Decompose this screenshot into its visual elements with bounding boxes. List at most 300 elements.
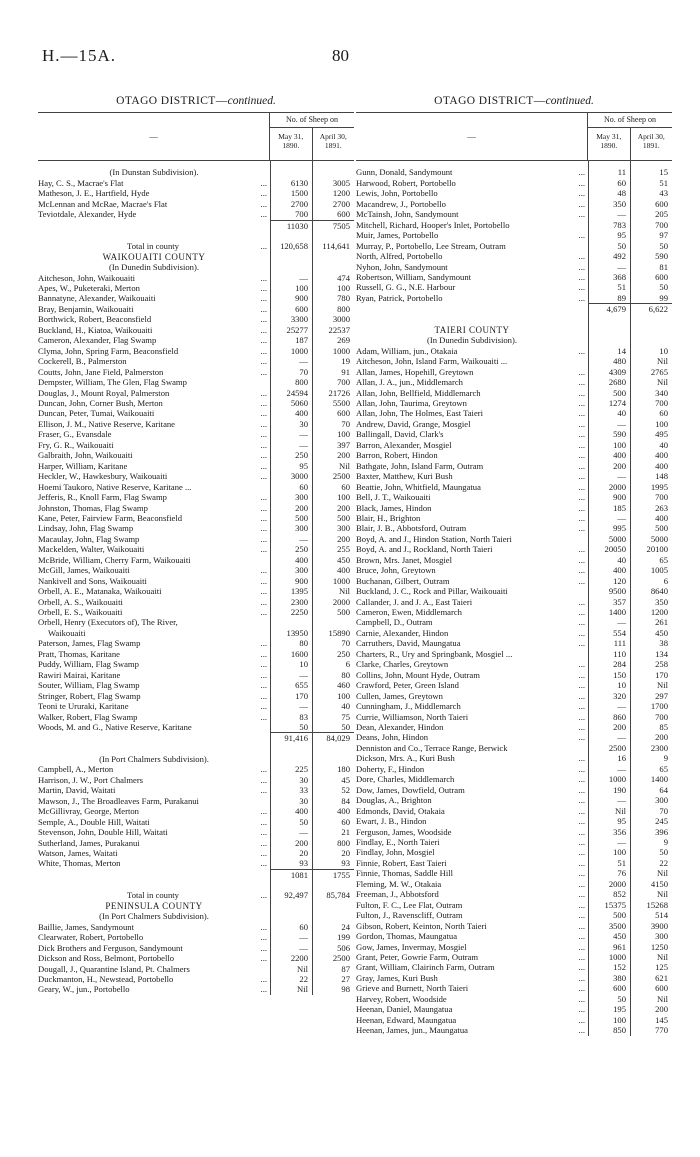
col-1890-header: May 31, 1890.: [278, 132, 304, 151]
owner-name: [38, 388, 270, 398]
leader-dots: ...: [260, 690, 267, 701]
value-1891: Nil: [657, 680, 668, 691]
owner-name: [356, 471, 588, 481]
leader-dots: ...: [578, 659, 585, 670]
owner-name: [38, 325, 270, 335]
table-row: [38, 597, 354, 607]
table-row: [38, 775, 354, 785]
value-1890: 600: [295, 303, 308, 314]
value-1891: Nil: [657, 951, 668, 962]
value-1891: 21: [341, 827, 350, 838]
table-row: [356, 994, 672, 1004]
name-text: Charters, R., Ury and Springbank, Mosgiel ...: [356, 648, 513, 659]
name-text: Muir, James, Portobello: [356, 230, 439, 241]
table-row-continued: [38, 628, 354, 638]
sheep-count-header: No. of Sheep on: [588, 113, 672, 128]
owner-name: [356, 921, 588, 931]
name-text: Clyma, John, Spring Farm, Beaconsfield: [38, 345, 179, 356]
value-1891: 60: [659, 408, 668, 419]
table-row: [356, 272, 672, 282]
value-1890: 1000: [608, 774, 626, 785]
value-1891: 38: [659, 638, 668, 649]
owner-name: [38, 377, 270, 387]
value-1891: 100: [337, 690, 350, 701]
owner-name: [38, 817, 270, 827]
table-row: [356, 513, 672, 523]
table-row: [356, 419, 672, 429]
name-text: Orbell, E. S., Waikouaiti: [38, 607, 123, 618]
name-text: Campbell, D., Outram: [356, 617, 433, 628]
value-1891: 2000: [332, 596, 350, 607]
value-1891: Nil: [657, 356, 668, 367]
leader-dots: ...: [260, 575, 267, 586]
name-text: Baxter, Matthew, Kuri Bush: [356, 471, 453, 482]
owner-name: [356, 858, 588, 868]
table-row: [356, 983, 672, 993]
table-row: [356, 628, 672, 638]
leader-dots: ...: [578, 292, 585, 303]
owner-name: [356, 597, 588, 607]
value-1890: 33: [299, 785, 308, 796]
leader-dots: ...: [260, 764, 267, 775]
value-1890: 450: [613, 931, 626, 942]
name-text: Clarke, Charles, Greytown: [356, 659, 449, 670]
table-row: [356, 942, 672, 952]
owner-name: [38, 806, 270, 816]
spacer: [356, 315, 672, 325]
value-1891: 65: [659, 554, 668, 565]
value-1891: 7505: [312, 220, 354, 231]
table-row: [356, 638, 672, 648]
value-1890: 2000: [608, 481, 626, 492]
value-1891: 3900: [650, 920, 668, 931]
value-1891: 340: [655, 387, 668, 398]
value-1891: 205: [655, 209, 668, 220]
leader-dots: ...: [578, 439, 585, 450]
table-row: [356, 879, 672, 889]
leader-dots: ...: [260, 973, 267, 984]
table-row: [356, 900, 672, 910]
name-text: Teoni te Ururaki, Karitane: [38, 701, 129, 712]
table-row: [356, 858, 672, 868]
value-1891: 51: [659, 177, 668, 188]
owner-name: [356, 910, 588, 920]
owner-name: [356, 513, 588, 523]
name-text: Barron, Alexander, Mosgiel: [356, 439, 452, 450]
table-row: [356, 199, 672, 209]
value-1890: 320: [613, 690, 626, 701]
value-1891: 1000: [332, 345, 350, 356]
name-text: Collins, John, Mount Hyde, Outram: [356, 669, 480, 680]
name-text: Andrew, David, Grange, Mosgiel: [356, 418, 471, 429]
value-1890: 250: [295, 450, 308, 461]
name-text: Dore, Charles, Middlemarch: [356, 774, 455, 785]
value-1890: 1500: [290, 188, 308, 199]
table-row: [356, 377, 672, 387]
owner-name: [356, 450, 588, 460]
value-1891: 81: [659, 261, 668, 272]
owner-name: [356, 670, 588, 680]
table-row: [356, 544, 672, 554]
owner-name-continued: Waikouaiti: [48, 627, 86, 638]
table-row: [38, 440, 354, 450]
leader-dots: ...: [578, 826, 585, 837]
table-row: [38, 565, 354, 575]
owner-name: [38, 471, 270, 481]
table-row: [38, 764, 354, 774]
value-1890: 30: [299, 418, 308, 429]
value-1890: 200: [613, 460, 626, 471]
name-text: Gray, James, Kuri Bush: [356, 972, 438, 983]
value-1890: 92,497: [284, 890, 308, 901]
table-row: [356, 241, 672, 251]
owner-name: [38, 544, 270, 554]
value-1891: 590: [655, 251, 668, 262]
value-1891: 400: [337, 806, 350, 817]
value-1890: —: [299, 669, 308, 680]
table-row: [356, 398, 672, 408]
name-text: Buchanan, Gilbert, Outram: [356, 575, 450, 586]
value-1891: 700: [337, 377, 350, 388]
value-1891: 300: [655, 931, 668, 942]
owner-name: [38, 367, 270, 377]
owner-name: [356, 544, 588, 554]
name-text: Total in county: [127, 241, 179, 252]
value-1890: —: [617, 732, 626, 743]
name-text: Aitcheson, John, Waikouaiti: [38, 272, 136, 283]
leader-dots: ...: [260, 366, 267, 377]
table-row: [38, 513, 354, 523]
spacer: [38, 880, 354, 890]
owner-name: [38, 440, 270, 450]
leader-dots: ...: [578, 847, 585, 858]
leader-dots: ...: [578, 951, 585, 962]
value-1891: 97: [659, 230, 668, 241]
leader-dots: ...: [260, 659, 267, 670]
name-text: Findlay, E., North Taieri: [356, 837, 440, 847]
leader-dots: ...: [260, 596, 267, 607]
leader-dots: ...: [578, 617, 585, 628]
owner-name: [38, 764, 270, 774]
leader-dots: ...: [260, 460, 267, 471]
table-row: [38, 586, 354, 596]
value-1891: 60: [341, 481, 350, 492]
owner-name: [356, 199, 588, 209]
value-1890: 14: [617, 345, 626, 356]
value-1891: 250: [337, 648, 350, 659]
owner-name: [356, 889, 588, 899]
owner-name: [356, 659, 588, 669]
value-1891: 170: [655, 669, 668, 680]
value-1890: —: [299, 429, 308, 440]
leader-dots: ...: [260, 450, 267, 461]
value-1890: 9500: [608, 586, 626, 597]
value-1890: 1400: [608, 607, 626, 618]
value-1891: 15890: [328, 627, 350, 638]
leader-dots: ...: [260, 324, 267, 335]
name-text: Duncan, Peter, Tumai, Waikouaiti: [38, 408, 155, 419]
value-1891: 1700: [650, 701, 668, 712]
table-row: [356, 691, 672, 701]
owner-name: [356, 806, 588, 816]
leader-dots: ...: [578, 512, 585, 523]
owner-name: [356, 440, 588, 450]
table-row: [356, 712, 672, 722]
value-1891: 396: [655, 826, 668, 837]
name-text: McTainsh, John, Sandymount: [356, 209, 459, 220]
owner-name: [356, 942, 588, 952]
value-1890: 860: [613, 711, 626, 722]
leader-dots: ...: [578, 554, 585, 565]
name-text: Duckmanton, H., Newstead, Portobello: [38, 973, 174, 984]
leader-dots: ...: [578, 899, 585, 910]
value-1890: —: [299, 356, 308, 367]
leader-dots: ...: [260, 932, 267, 943]
leader-dots: ...: [260, 533, 267, 544]
value-1890: 900: [295, 293, 308, 304]
value-1891: 269: [337, 335, 350, 346]
owner-name: [38, 450, 270, 460]
table-row: [38, 209, 354, 219]
table-row: [38, 482, 354, 492]
value-1891: 4150: [650, 878, 668, 889]
table-row: [356, 346, 672, 356]
value-1891: 700: [655, 711, 668, 722]
name-text: Hay, C. S., Macrae's Flat: [38, 177, 124, 188]
owner-name: [356, 732, 588, 742]
name-text: Cunningham, J., Middlemarch: [356, 701, 461, 712]
table-row: [38, 450, 354, 460]
table-row: [38, 388, 354, 398]
table-row: [38, 503, 354, 513]
value-1891: 1000: [332, 575, 350, 586]
table-row: [356, 722, 672, 732]
table-row: [356, 440, 672, 450]
name-text: Bannatyne, Alexander, Waikouaiti: [38, 293, 156, 304]
value-1890: 492: [613, 251, 626, 262]
value-1891: 2700: [332, 198, 350, 209]
value-1890: 10: [299, 659, 308, 670]
value-1891: 506: [337, 942, 350, 953]
owner-name: [356, 680, 588, 690]
value-1890: 150: [613, 669, 626, 680]
value-1891: 514: [655, 910, 668, 921]
name-text: Buckland, J. C., Rock and Pillar, Waikouaiti: [356, 586, 508, 597]
table-row: [356, 607, 672, 617]
leader-dots: ...: [578, 920, 585, 931]
leader-dots: ...: [578, 774, 585, 785]
leader-dots: ...: [578, 523, 585, 534]
value-1890: 800: [295, 377, 308, 388]
table-row: [38, 335, 354, 345]
name-text: Findlay, John, Mosgiel: [356, 847, 435, 858]
county-total-row: [38, 241, 354, 251]
table-row: [38, 283, 354, 293]
value-1890: 500: [613, 910, 626, 921]
value-1891: 134: [655, 648, 668, 659]
value-1890: —: [617, 418, 626, 429]
owner-name: [356, 565, 588, 575]
value-1890: 51: [617, 282, 626, 293]
value-1891: 20100: [646, 544, 668, 555]
table-row: [356, 408, 672, 418]
value-1891: Nil: [339, 586, 350, 597]
leader-dots: ...: [260, 345, 267, 356]
table-row: [38, 408, 354, 418]
subtotal-row: [38, 869, 354, 880]
table-row: [38, 523, 354, 533]
value-1890: —: [617, 209, 626, 220]
name-text: Johnston, Thomas, Flag Swamp: [38, 502, 148, 513]
leader-dots: ...: [260, 827, 267, 838]
leader-dots: ...: [578, 481, 585, 492]
value-1891: 6: [663, 575, 668, 586]
table-row: [38, 838, 354, 848]
value-1891: 6: [345, 659, 350, 670]
table-row: [356, 764, 672, 774]
value-1890: 76: [617, 868, 626, 879]
table-row: [356, 178, 672, 188]
value-1891: 600: [337, 209, 350, 220]
value-1890: 356: [613, 826, 626, 837]
table-row: [356, 659, 672, 669]
owner-name: [356, 962, 588, 972]
value-1890: 1000: [608, 951, 626, 962]
value-1890: 10: [617, 680, 626, 691]
name-text: Cameron, Alexander, Flag Swamp: [38, 335, 157, 346]
value-1890: 2700: [290, 198, 308, 209]
value-1891: 43: [659, 188, 668, 199]
owner-name: [356, 178, 588, 188]
value-1891: Nil: [657, 377, 668, 388]
leader-dots: ...: [578, 1014, 585, 1025]
value-1891: 1400: [650, 774, 668, 785]
name-text: Stringer, Robert, Flag Swamp: [38, 690, 141, 701]
table-row: [356, 356, 672, 366]
owner-name: [356, 492, 588, 502]
value-1890: 1081: [270, 869, 312, 880]
value-1890: 91,416: [270, 732, 312, 743]
table-row: [356, 597, 672, 607]
owner-name: [38, 429, 270, 439]
value-1891: 255: [337, 544, 350, 555]
table-row: [38, 471, 354, 481]
value-1891: 1755: [312, 869, 354, 880]
table-row: [356, 774, 672, 784]
row-label: [38, 732, 270, 743]
value-1891: 450: [655, 627, 668, 638]
value-1890: [270, 617, 312, 627]
owner-name: [38, 565, 270, 575]
value-1891: 600: [655, 271, 668, 282]
leader-dots: ...: [578, 596, 585, 607]
owner-name: [356, 262, 588, 272]
table-row: [356, 816, 672, 826]
value-1891: Nil: [657, 993, 668, 1004]
value-1890: 590: [613, 429, 626, 440]
leader-dots: ...: [260, 502, 267, 513]
name-text: Gordon, Thomas, Maungatua: [356, 931, 458, 942]
leader-dots: ...: [578, 471, 585, 482]
leader-dots: ...: [578, 418, 585, 429]
leader-dots: ...: [260, 397, 267, 408]
sheep-count-header: No. of Sheep on: [270, 113, 354, 128]
owner-name: [38, 827, 270, 837]
owner-name: [356, 356, 588, 366]
leader-dots: ...: [260, 523, 267, 534]
row-label: [356, 303, 588, 314]
owner-name: [38, 304, 270, 314]
name-text: Harrison, J. W., Port Chalmers: [38, 774, 144, 785]
value-1890: 3300: [290, 314, 308, 325]
table-row: [38, 691, 354, 701]
table-row: [356, 1004, 672, 1014]
value-1891: 85,784: [326, 890, 350, 901]
leader-dots: ...: [260, 209, 267, 220]
value-1891: 180: [337, 764, 350, 775]
leader-dots: ...: [578, 910, 585, 921]
table-row: [38, 817, 354, 827]
value-1891: 84: [341, 795, 350, 806]
value-1890: —: [617, 261, 626, 272]
value-1890: —: [299, 701, 308, 712]
value-1890: 250: [295, 544, 308, 555]
table-body: [38, 161, 354, 994]
name-text: Ryan, Patrick, Portobello: [356, 292, 443, 303]
value-1891: 3000: [332, 314, 350, 325]
value-1891: 297: [655, 690, 668, 701]
leader-dots: ...: [260, 177, 267, 188]
value-1891: 9: [663, 837, 668, 847]
owner-name: [38, 523, 270, 533]
name-text: McLennan and McRae, Macrae's Flat: [38, 198, 168, 209]
subdivision-heading: (In Port Chalmers Subdivision).: [99, 753, 209, 764]
leader-dots: ...: [260, 188, 267, 199]
owner-name: [38, 356, 270, 366]
table-row: [38, 429, 354, 439]
value-1891: 15268: [646, 899, 668, 910]
subdivision-heading: (In Dunstan Subdivision).: [109, 167, 199, 178]
name-text: Heenan, James, jun., Maungatua: [356, 1025, 468, 1036]
value-1890: —: [299, 439, 308, 450]
leader-dots: ...: [578, 993, 585, 1004]
value-1891: 21726: [328, 387, 350, 398]
subtotal-row: [38, 732, 354, 743]
table-row: [356, 680, 672, 690]
value-1890: 100: [295, 282, 308, 293]
owner-name: [38, 974, 270, 984]
table-row: [356, 388, 672, 398]
value-1890: 50: [299, 722, 308, 733]
owner-name: [356, 576, 588, 586]
name-text: Baillie, James, Sandymount: [38, 921, 134, 932]
table-row: [38, 419, 354, 429]
value-1890: 22: [299, 973, 308, 984]
owner-name: [356, 377, 588, 387]
value-1890: 11030: [270, 220, 312, 231]
value-1891: 99: [659, 292, 668, 303]
name-text: Mackelden, Walter, Waikouaiti: [38, 544, 145, 555]
value-1891: 770: [655, 1025, 668, 1036]
table-row: [356, 251, 672, 261]
table-row: [38, 858, 354, 868]
name-text: Clearwater, Robert, Portobello: [38, 932, 144, 943]
table-row: [38, 617, 354, 627]
value-1890: 357: [613, 596, 626, 607]
table-row: [38, 293, 354, 303]
owner-name: [356, 555, 588, 565]
value-1891: 50: [659, 847, 668, 858]
